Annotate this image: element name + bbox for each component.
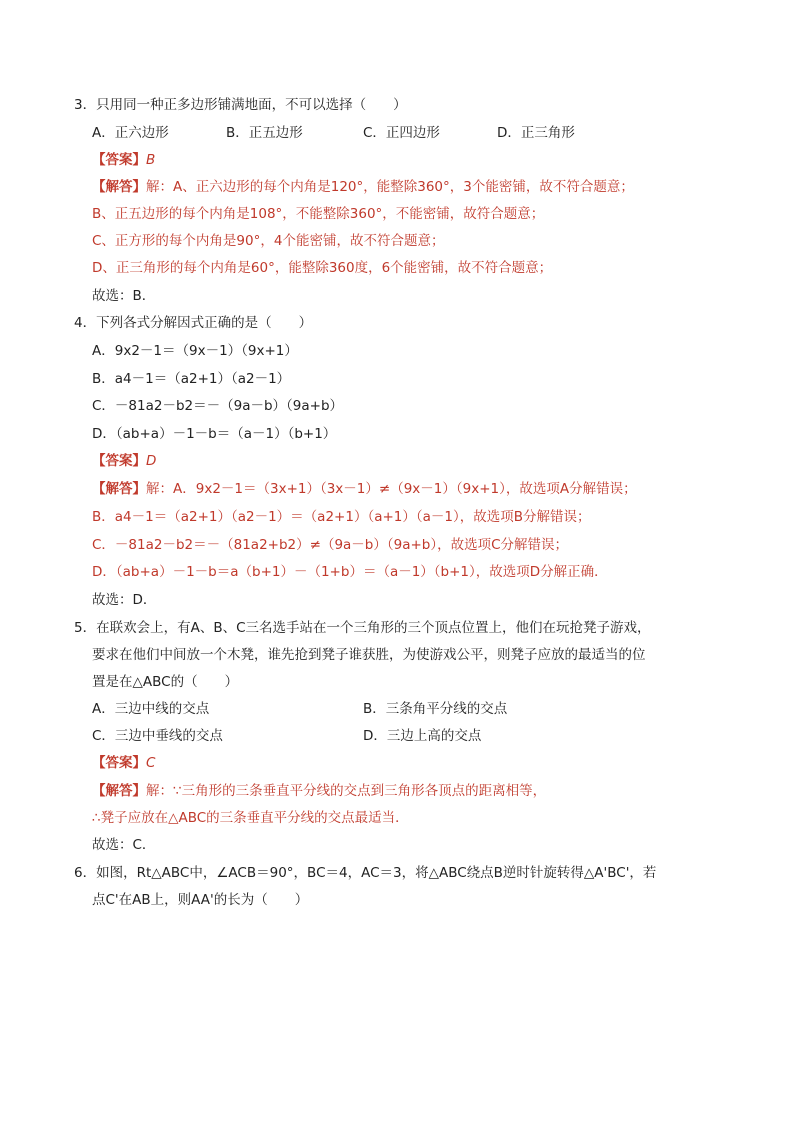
answer-tag: 【答案】 [92,152,146,168]
q3-analysis-line-1 [92,178,634,196]
q4-option-a: A．9x2－1＝（9x－1）（9x+1） [92,343,298,359]
q5-option-b: B．三条角平分线的交点 [363,701,508,717]
q5-analysis-line-2: ∴凳子应放在△ABC的三条垂直平分线的交点最适当． [92,810,409,826]
q5-option-d: D．三边上高的交点 [363,728,482,744]
q4-option-d: D．（ab+a）－1－b＝（a－1）（b+1） [92,426,337,442]
q3-option-c: C．正四边形 [363,125,440,141]
q3-stem: 3．只用同一种正多边形铺满地面，不可以选择（ ） [74,97,407,113]
analysis-tag: 【解答】 [92,481,146,497]
analysis-text: 解：A、正六边形的每个内角是120°，能整除360°，3个能密铺，故不符合题意； [146,179,634,195]
q3-option-a: A．正六边形 [92,125,169,141]
q5-conclusion: 故选：C． [92,837,156,853]
answer-value: B [146,152,156,168]
analysis-text: 解：∵三角形的三条垂直平分线的交点到三角形各顶点的距离相等， [146,783,547,799]
q4-analysis-line-1 [92,480,637,498]
q5-analysis-line-1 [92,782,546,800]
answer-value: D [146,453,157,469]
analysis-text: 解：A．9x2－1＝（3x+1）（3x－1）≠（9x－1）（9x+1），故选项A分解错误； [146,481,637,497]
answer-tag: 【答案】 [92,453,146,469]
q4-conclusion: 故选：D． [92,592,157,608]
q5-option-c: C．三边中垂线的交点 [92,728,223,744]
q3-option-d: D．正三角形 [497,125,575,141]
q4-answer [92,452,156,470]
answer-value: C [146,755,156,771]
analysis-tag: 【解答】 [92,783,146,799]
q3-conclusion: 故选：B． [92,288,156,304]
q5-option-a: A．三边中线的交点 [92,701,210,717]
q5-stem-line-3: 置是在△ABC的（ ） [92,674,239,690]
q3-analysis-line-3: C、正方形的每个内角是90°，4个能密铺，故不符合题意； [92,233,445,249]
q3-analysis-line-2: B、正五边形的每个内角是108°，不能整除360°，不能密铺，故符合题意； [92,206,545,222]
q4-analysis-line-2: B．a4－1＝（a2+1）（a2－1）＝（a2+1）（a+1）（a－1），故选项B分解错误； [92,509,591,525]
q4-stem: 4．下列各式分解因式正确的是（ ） [74,315,313,331]
q6-stem-line-1: 6．如图，Rt△ABC中，∠ACB＝90°，BC＝4，AC＝3，将△ABC绕点B逆时针旋转得△A'BC'，若 [74,865,657,881]
q5-stem-line-2: 要求在他们中间放一个木凳，谁先抢到凳子谁获胜，为使游戏公平，则凳子应放的最适当的位 [92,647,646,663]
q3-option-b: B．正五边形 [226,125,303,141]
q5-stem-line-1: 5．在联欢会上，有A、B、C三名选手站在一个三角形的三个顶点位置上，他们在玩抢凳子游戏， [74,620,651,636]
q4-analysis-line-3: C．－81a2－b2＝－（81a2+b2）≠（9a－b）（9a+b），故选项C分解错误； [92,537,569,553]
analysis-tag: 【解答】 [92,179,146,195]
q4-option-c: C．－81a2－b2＝－（9a－b）（9a+b） [92,398,344,414]
q4-analysis-line-4: D．（ab+a）－1－b＝a（b+1）－（1+b）＝（a－1）（b+1），故选项D分解正确． [92,564,608,580]
q4-option-b: B．a4－1＝（a2+1）（a2－1） [92,371,291,387]
q6-stem-line-2: 点C'在AB上，则AA'的长为（ ） [92,892,309,908]
q3-analysis-line-4: D、正三角形的每个内角是60°，能整除360度，6个能密铺，故不符合题意； [92,260,553,276]
q5-answer [92,754,155,772]
q3-answer [92,151,155,169]
answer-tag: 【答案】 [92,755,146,771]
